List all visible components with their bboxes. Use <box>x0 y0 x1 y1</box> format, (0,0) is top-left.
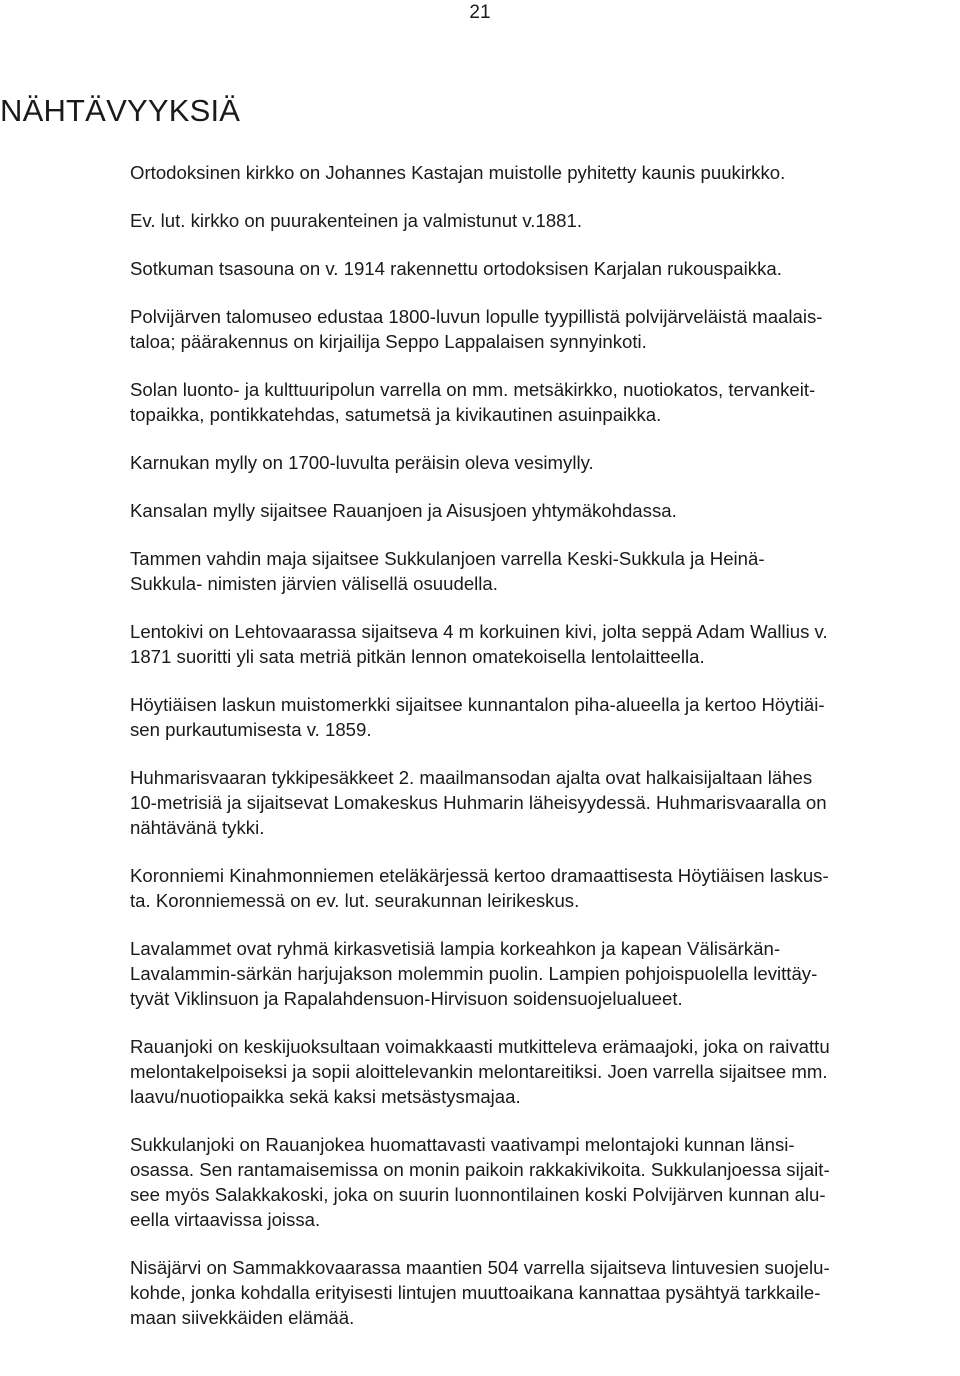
paragraph-line: maan siivekkäiden elämää. <box>130 1307 355 1328</box>
attraction-paragraph <box>130 1034 960 1109</box>
paragraph-line: Nisäjärvi on Sammakkovaarassa maantien 504 varrella sijaitseva lintuvesien suojelu- <box>130 1257 830 1278</box>
paragraph-line: Rauanjoki on keskijuoksultaan voimakkaasti mutkitteleva erämaajoki, joka on raivattu <box>130 1036 830 1057</box>
paragraph-line: osassa. Sen rantamaisemissa on monin paikoin rakkakivikoita. Sukkulanjoessa sijait- <box>130 1159 830 1180</box>
paragraph-line: Koronniemi Kinahmonniemen eteläkärjessä kertoo dramaattisesta Höytiäisen laskus- <box>130 865 829 886</box>
paragraph-line: ta. Koronniemessä on ev. lut. seurakunnan leirikeskus. <box>130 890 580 911</box>
paragraph-line: taloa; päärakennus on kirjailija Seppo Lappalaisen synnyinkoti. <box>130 331 647 352</box>
paragraph-line: Ortodoksinen kirkko on Johannes Kastajan muistolle pyhitetty kaunis puukirkko. <box>130 162 786 183</box>
attraction-paragraph <box>130 1132 960 1232</box>
paragraph-line: Lavalammin-särkän harjujakson molemmin puolin. Lampien pohjoispuolella levittäy- <box>130 963 818 984</box>
attraction-paragraph <box>130 692 960 742</box>
paragraph-line: Huhmarisvaaran tykkipesäkkeet 2. maailmansodan ajalta ovat halkaisijaltaan lähes <box>130 767 813 788</box>
attractions-list <box>130 160 960 1353</box>
page-title: NÄHTÄVYYKSIÄ <box>0 93 241 128</box>
paragraph-line: 1871 suoritti yli sata metriä pitkän lennon omatekoisella lentolaitteella. <box>130 646 705 667</box>
attraction-paragraph <box>130 450 960 475</box>
attraction-paragraph <box>130 304 960 354</box>
attraction-paragraph <box>130 377 960 427</box>
attraction-paragraph <box>130 208 960 233</box>
attraction-paragraph <box>130 1255 960 1330</box>
attraction-paragraph <box>130 863 960 913</box>
paragraph-line: Sukkulanjoki on Rauanjokea huomattavasti vaativampi melontajoki kunnan länsi- <box>130 1134 795 1155</box>
paragraph-line: Ev. lut. kirkko on puurakenteinen ja valmistunut v.1881. <box>130 210 583 231</box>
paragraph-line: eella virtaavissa joissa. <box>130 1209 321 1230</box>
paragraph-line: topaikka, pontikkatehdas, satumetsä ja kivikautinen asuinpaikka. <box>130 404 662 425</box>
paragraph-line: Karnukan mylly on 1700-luvulta peräisin oleva vesimylly. <box>130 452 594 473</box>
paragraph-line: 10-metrisiä ja sijaitsevat Lomakeskus Huhmarin läheisyydessä. Huhmarisvaaralla on <box>130 792 827 813</box>
paragraph-line: tyvät Viklinsuon ja Rapalahdensuon-Hirvisuon soidensuojelualueet. <box>130 988 683 1009</box>
paragraph-line: Höytiäisen laskun muistomerkki sijaitsee kunnantalon piha-alueella ja kertoo Höytiäi- <box>130 694 825 715</box>
attraction-paragraph <box>130 765 960 840</box>
attraction-paragraph <box>130 619 960 669</box>
paragraph-line: sen purkautumisesta v. 1859. <box>130 719 372 740</box>
paragraph-line: kohde, jonka kohdalla erityisesti lintujen muuttoaikana kannattaa pysähtyä tarkkaile- <box>130 1282 821 1303</box>
paragraph-line: Kansalan mylly sijaitsee Rauanjoen ja Aisusjoen yhtymäkohdassa. <box>130 500 677 521</box>
paragraph-line: Solan luonto- ja kulttuuripolun varrella on mm. metsäkirkko, nuotiokatos, tervankeit- <box>130 379 816 400</box>
attraction-paragraph <box>130 160 960 185</box>
paragraph-line: Lentokivi on Lehtovaarassa sijaitseva 4 m korkuinen kivi, jolta seppä Adam Wallius v. <box>130 621 828 642</box>
page-number: 21 <box>469 2 491 23</box>
paragraph-line: Lavalammet ovat ryhmä kirkasvetisiä lampia korkeahkon ja kapean Välisärkän- <box>130 938 781 959</box>
paragraph-line: laavu/nuotiopaikka sekä kaksi metsästysmajaa. <box>130 1086 521 1107</box>
paragraph-line: Sotkuman tsasouna on v. 1914 rakennettu ortodoksisen Karjalan rukouspaikka. <box>130 258 782 279</box>
paragraph-line: Polvijärven talomuseo edustaa 1800-luvun lopulle tyypillistä polvijärveläistä maalais- <box>130 306 823 327</box>
paragraph-line: nähtävänä tykki. <box>130 817 265 838</box>
paragraph-line: Tammen vahdin maja sijaitsee Sukkulanjoen varrella Keski-Sukkula ja Heinä- <box>130 548 765 569</box>
paragraph-line: see myös Salakkakoski, joka on suurin luonnontilainen koski Polvijärven kunnan alu- <box>130 1184 826 1205</box>
attraction-paragraph <box>130 936 960 1011</box>
attraction-paragraph <box>130 498 960 523</box>
paragraph-line: Sukkula- nimisten järvien välisellä osuudella. <box>130 573 498 594</box>
attraction-paragraph <box>130 256 960 281</box>
paragraph-line: melontakelpoiseksi ja sopii aloittelevankin melontareitiksi. Joen varrella sijaitsee mm. <box>130 1061 828 1082</box>
attraction-paragraph <box>130 546 960 596</box>
